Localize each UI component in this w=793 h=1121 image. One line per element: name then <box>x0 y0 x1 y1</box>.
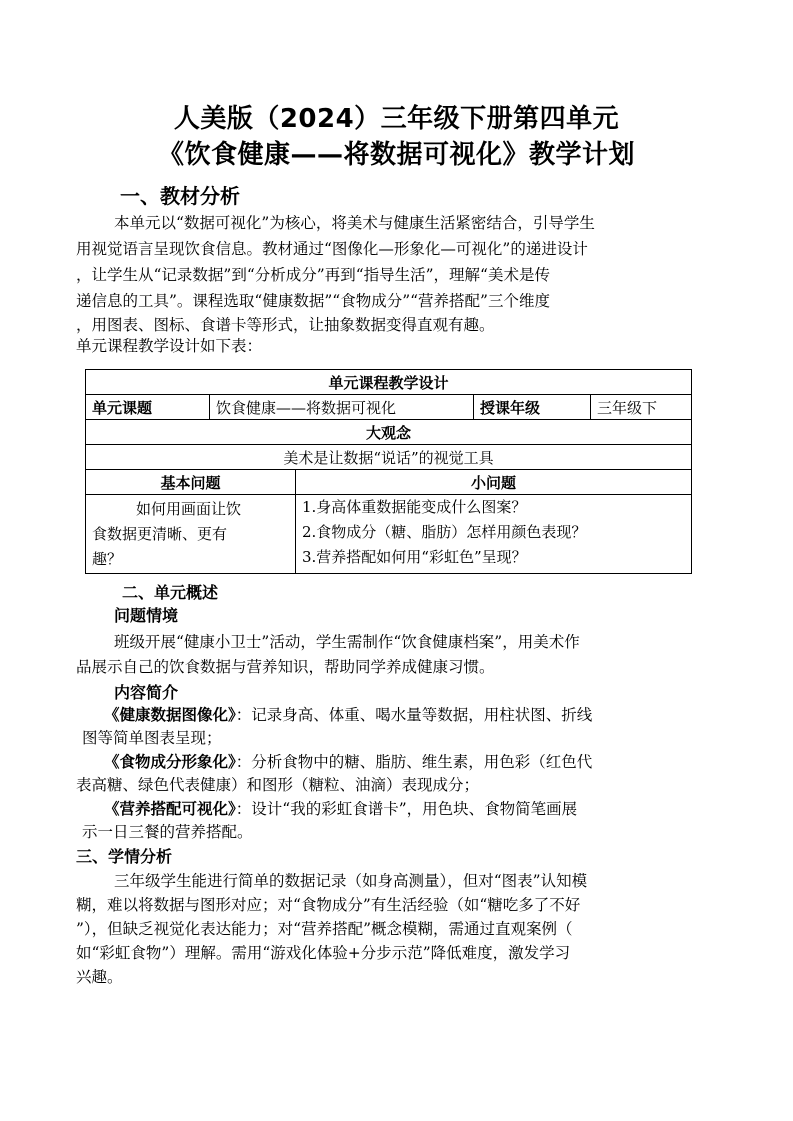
table-title: 单元课程教学设计 <box>86 370 692 395</box>
section3-line-4: 如“彩虹食物”）理解。需用“游戏化体验+分步示范”降低难度，激发学习 <box>76 944 571 962</box>
content-item-2 <box>104 750 592 772</box>
sub-question-item: 2.食物成分（糖、脂肪）怎样用颜色表现？ <box>302 523 587 541</box>
table-row <box>86 420 692 445</box>
basic-question-label: 基本问题 <box>86 470 296 495</box>
situation-line-1: 班级开展“健康小卫士”活动，学生需制作“饮食健康档案”，用美术作 <box>114 633 580 651</box>
situation-line-2: 品展示自己的饮食数据与营养知识，帮助同学养成健康习惯。 <box>76 658 495 676</box>
grade-value: 三年级下 <box>591 395 692 420</box>
unit-topic-value: 饮食健康——将数据可视化 <box>210 395 474 420</box>
content-heading: 内容简介 <box>114 683 179 702</box>
section3-line-3: ”），但缺乏视觉化表达能力；对“营养搭配”概念模糊，需通过直观案例（ <box>76 920 573 938</box>
table-row <box>86 470 692 495</box>
content-item-title: 《健康数据图像化》 <box>104 705 236 724</box>
table-row <box>86 395 692 420</box>
content-item-text: ：记录身高、体重、喝水量等数据，用柱状图、折线 <box>235 706 593 724</box>
sub-question-cell <box>296 495 692 574</box>
content-item-text: ：设计“我的彩虹食谱卡”，用色块、食物简笔画展 <box>235 800 578 818</box>
big-idea-label: 大观念 <box>86 420 692 445</box>
table-row <box>86 495 692 574</box>
sub-question-item: 1.身高体重数据能变成什么图案？ <box>302 498 527 516</box>
document-title-line2: 《饮食健康——将数据可视化》教学计划 <box>157 140 635 170</box>
section1-line-2: 用视觉语言呈现饮食信息。教材通过“图像化—形象化—可视化”的递进设计 <box>76 240 588 258</box>
section2-heading: 二、单元概述 <box>122 583 219 602</box>
section1-line-6: 单元课程教学设计如下表： <box>76 337 263 355</box>
section1-line-1: 本单元以“数据可视化”为核心，将美术与健康生活紧密结合，引导学生 <box>114 214 595 232</box>
content-item-2-line2: 表高糖、绿色代表健康）和图形（糖粒、油滴）表现成分； <box>76 776 480 794</box>
table-row <box>86 370 692 395</box>
content-item-text: ：分析食物中的糖、脂肪、维生素，用色彩（红色代 <box>235 753 593 771</box>
section3-heading: 三、学情分析 <box>76 847 173 866</box>
sub-question-label: 小问题 <box>296 470 692 495</box>
section1-heading: 一、教材分析 <box>120 184 240 208</box>
sub-question-item: 3.营养搭配如何用“彩虹色”呈现？ <box>302 548 527 566</box>
basic-question-line: 食数据更清晰、更有 <box>92 525 228 543</box>
basic-question-line: 趣？ <box>92 550 123 568</box>
grade-label: 授课年级 <box>474 395 591 420</box>
section3-line-1: 三年级学生能进行简单的数据记录（如身高测量），但对“图表”认知模 <box>114 872 588 890</box>
content-item-1 <box>104 703 592 725</box>
content-item-title: 《食物成分形象化》 <box>104 752 236 771</box>
section3-line-5: 兴趣。 <box>76 968 123 986</box>
section1-line-5: ，用图表、图标、食谱卡等形式，让抽象数据变得直观有趣。 <box>76 316 495 334</box>
document-title-line1: 人美版（2024）三年级下册第四单元 <box>173 104 620 134</box>
table-row <box>86 445 692 470</box>
section1-line-3: ，让学生从“记录数据”到“分析成分”再到“指导生活”，理解“美术是传 <box>76 266 550 284</box>
big-idea-value: 美术是让数据“说话”的视觉工具 <box>86 445 692 470</box>
content-item-1-line2: 图等简单图表呈现； <box>82 729 222 747</box>
unit-topic-label: 单元课题 <box>86 395 210 420</box>
content-item-3 <box>104 797 577 819</box>
content-item-title: 《营养搭配可视化》 <box>104 799 236 818</box>
content-item-3-line2: 示一日三餐的营养搭配。 <box>82 823 253 841</box>
basic-question-cell <box>86 495 296 574</box>
situation-heading: 问题情境 <box>114 606 179 625</box>
unit-plan-table <box>85 369 692 574</box>
section3-line-2: 糊，难以将数据与图形对应；对“食物成分”有生活经验（如“糖吃多了不好 <box>76 896 581 914</box>
section1-line-4: 递信息的工具”。课程选取“健康数据”“食物成分”“营养搭配”三个维度 <box>76 292 550 310</box>
basic-question-line: 如何用画面让饮 <box>136 500 242 518</box>
